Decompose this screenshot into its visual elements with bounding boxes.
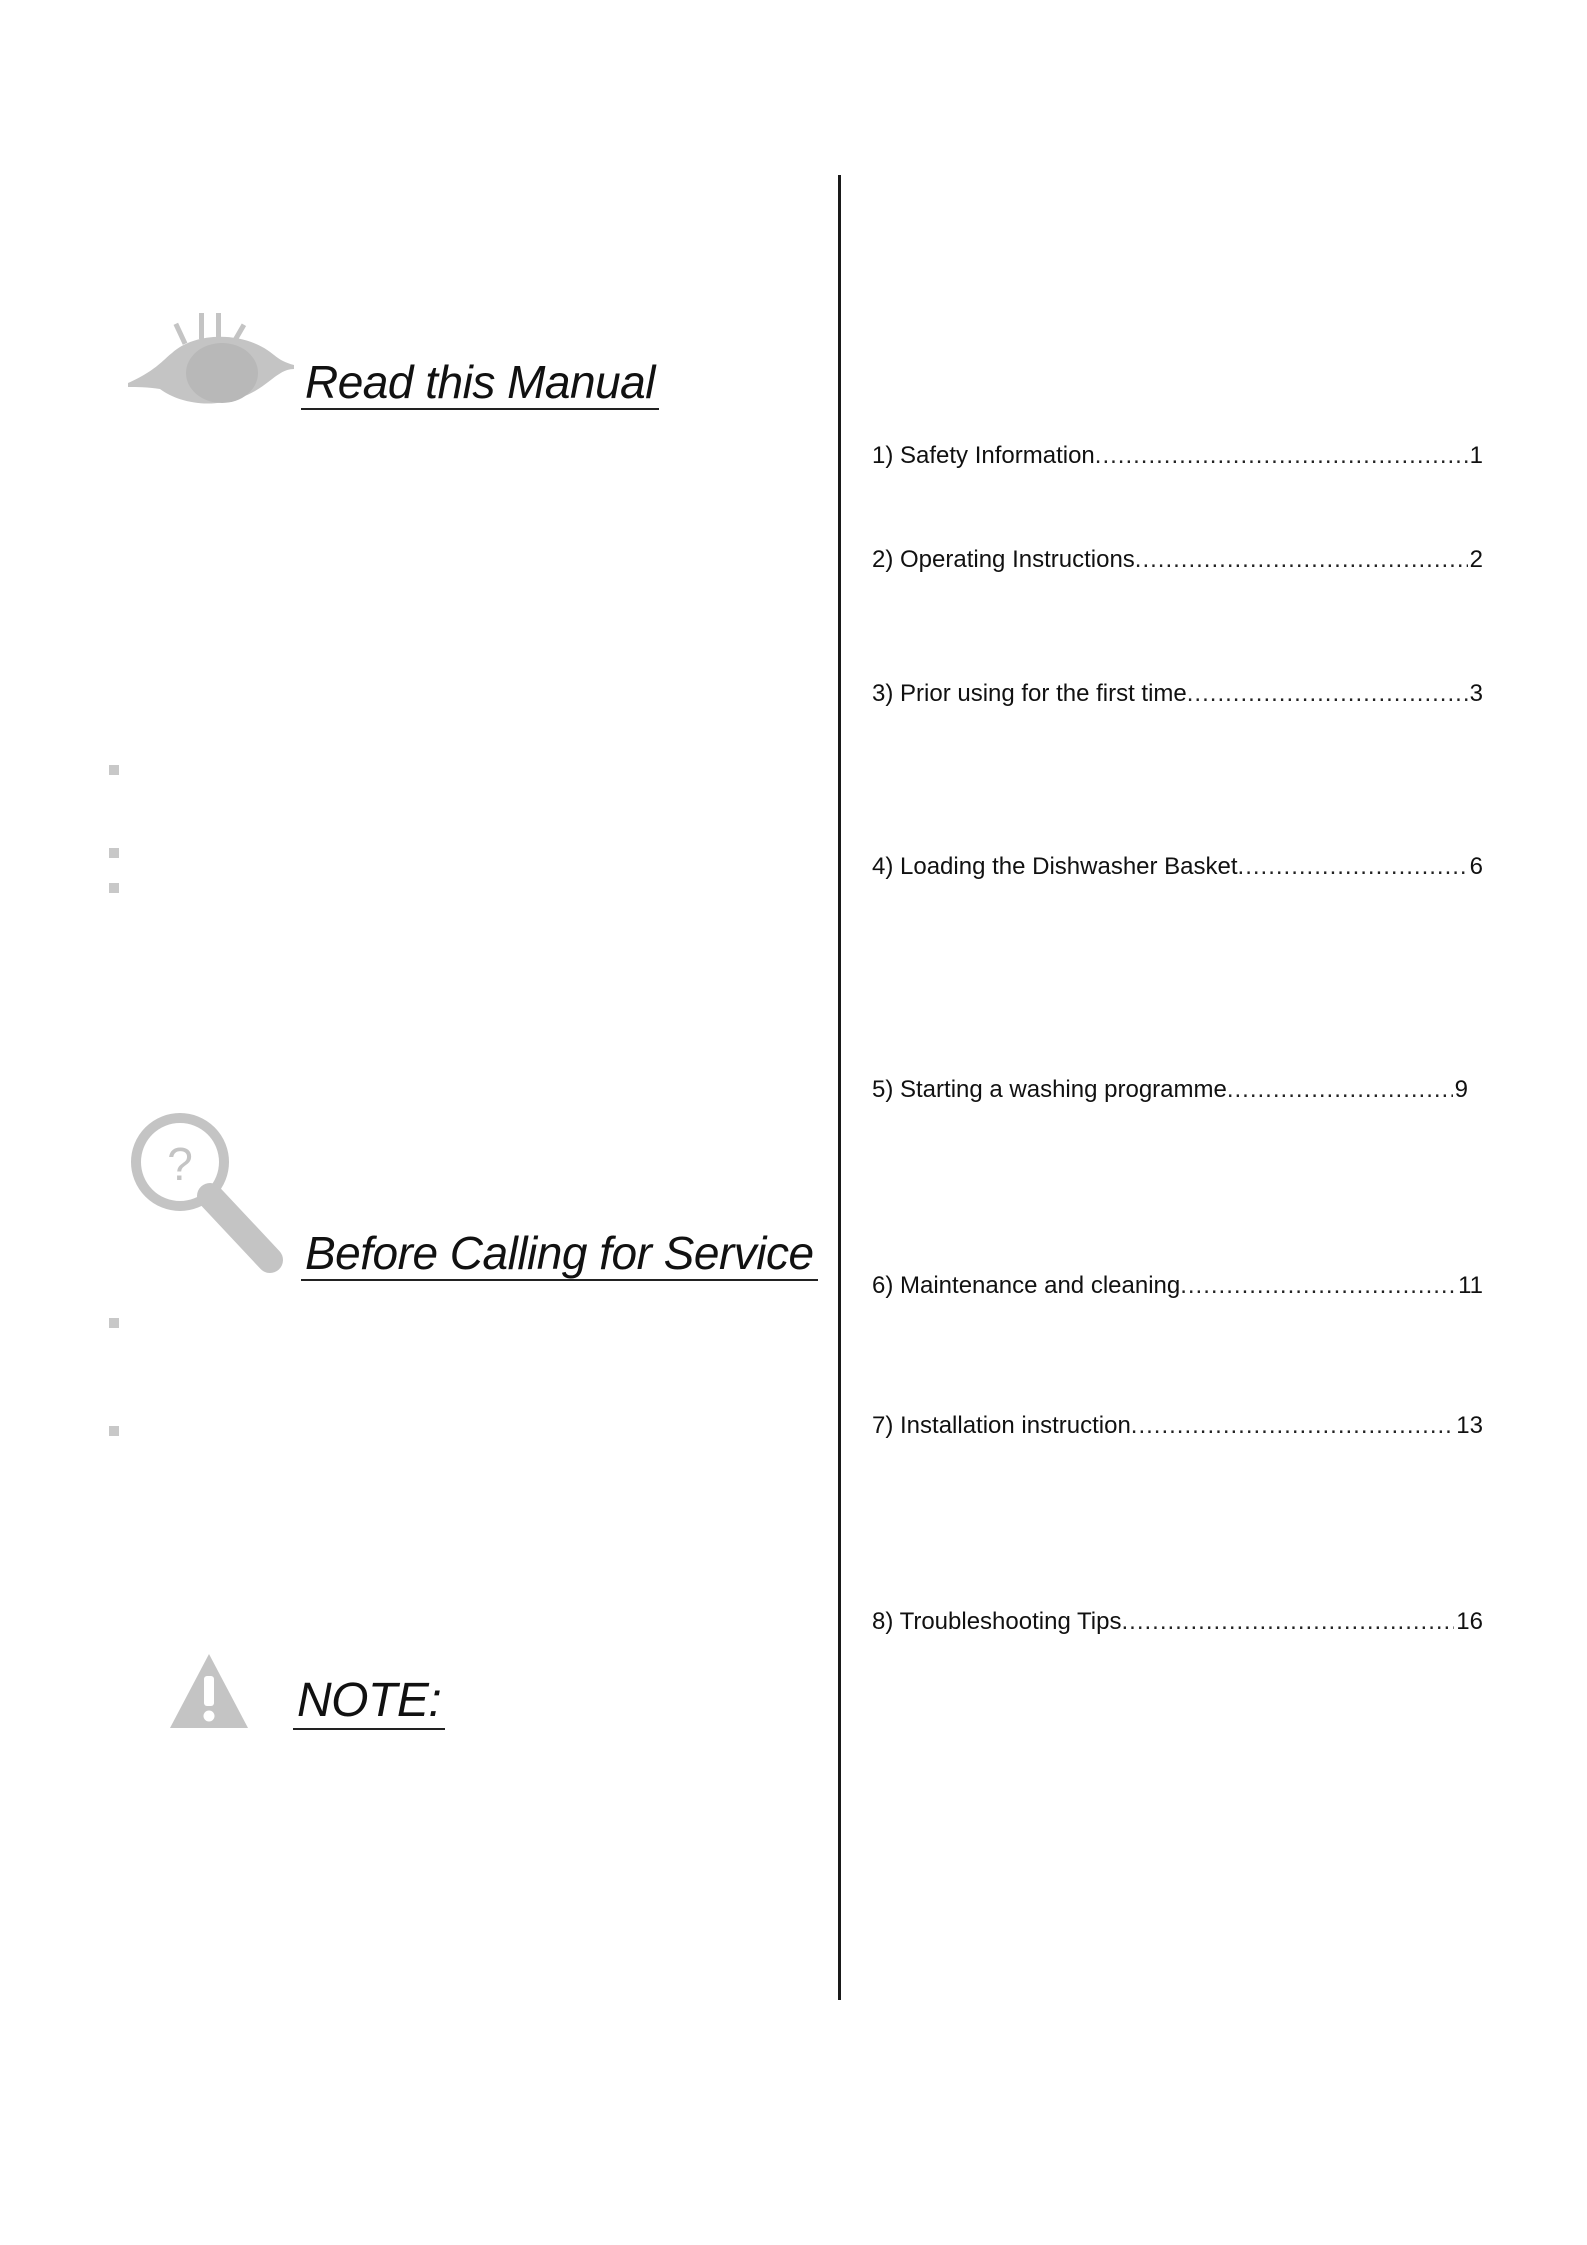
bullet-marker xyxy=(109,848,119,858)
bullet-marker xyxy=(109,765,119,775)
toc-entry-installation[interactable] xyxy=(872,1412,1483,1440)
toc-entry-operating-instructions[interactable] xyxy=(872,546,1483,574)
toc-entry-maintenance[interactable] xyxy=(872,1272,1483,1300)
toc-leader-dots xyxy=(1238,853,1468,881)
toc-entry-first-time-use[interactable] xyxy=(872,680,1483,708)
toc-entry-label: 2) Operating Instructions xyxy=(872,546,1135,573)
bullet-marker xyxy=(109,883,119,893)
toc-page-number: 9 xyxy=(1454,1076,1468,1103)
toc-leader-dots xyxy=(1131,1412,1455,1440)
toc-entry-label: 5) Starting a washing programme xyxy=(872,1076,1227,1103)
toc-entry-label: 4) Loading the Dishwasher Basket xyxy=(872,853,1238,880)
toc-entry-label: 3) Prior using for the first time xyxy=(872,680,1187,707)
toc-leader-dots xyxy=(1121,1608,1454,1636)
toc-leader-dots xyxy=(1095,442,1468,470)
toc-page-number: 1 xyxy=(1469,442,1483,469)
toc-entry-troubleshooting[interactable] xyxy=(872,1608,1483,1636)
toc-leader-dots xyxy=(1227,1076,1453,1104)
section-title-before-service: Before Calling for Service xyxy=(301,1229,818,1281)
toc-entry-label: 6) Maintenance and cleaning xyxy=(872,1272,1181,1299)
toc-page-number: 16 xyxy=(1456,1608,1483,1635)
magnifier-question-icon xyxy=(128,1110,288,1280)
toc-leader-dots xyxy=(1187,680,1468,708)
toc-entry-loading-basket[interactable] xyxy=(872,853,1483,881)
toc-page-number: 13 xyxy=(1456,1412,1483,1439)
toc-entry-label: 1) Safety Information xyxy=(872,442,1095,469)
eye-icon xyxy=(126,305,296,415)
toc-page-number: 2 xyxy=(1469,546,1483,573)
toc-entry-safety-information[interactable] xyxy=(872,442,1483,470)
section-title-note: NOTE: xyxy=(293,1676,445,1730)
toc-page-number: 6 xyxy=(1469,853,1483,880)
toc-page-number: 3 xyxy=(1469,680,1483,707)
toc-entry-label: 7) Installation instruction xyxy=(872,1412,1131,1439)
toc-entry-washing-programme[interactable] xyxy=(872,1076,1468,1104)
section-title-read-manual: Read this Manual xyxy=(301,358,659,410)
toc-entry-label: 8) Troubleshooting Tips xyxy=(872,1608,1122,1635)
bullet-marker xyxy=(109,1318,119,1328)
column-divider xyxy=(838,175,841,2000)
warning-triangle-icon xyxy=(168,1650,250,1732)
toc-leader-dots xyxy=(1180,1272,1456,1300)
toc-leader-dots xyxy=(1135,546,1468,574)
bullet-marker xyxy=(109,1426,119,1436)
svg-text:?: ? xyxy=(167,1138,193,1190)
toc-page-number: 11 xyxy=(1458,1272,1483,1299)
